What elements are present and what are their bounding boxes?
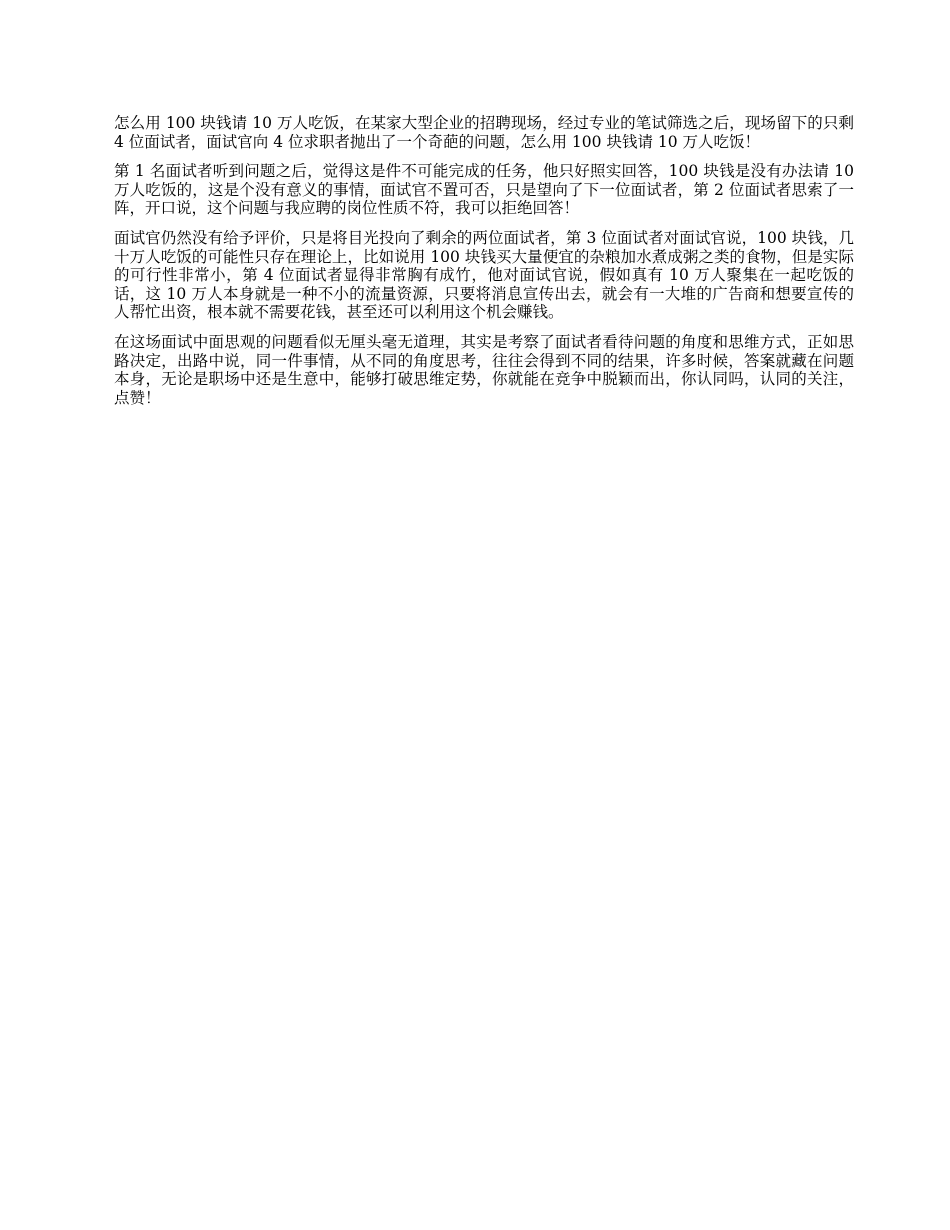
- document-body: [114, 114, 854, 418]
- paragraph-2: 第 1 名面试者听到问题之后，觉得这是件不可能完成的任务，他只好照实回答，100 块钱是没有办法请 10 万人吃饭的，这是个没有意义的事情，面试官不置可否，只是望向了下一位面试者，第 2 位面试者思索了一阵，开口说，这个问题与我应聘的岗位性质不符，我可以拒绝回答！: [114, 162, 854, 218]
- paragraph-4: 在这场面试中面思观的问题看似无厘头毫无道理，其实是考察了面试者看待问题的角度和思维方式，正如思路决定，出路中说，同一件事情，从不同的角度思考，往往会得到不同的结果，许多时候，答案就藏在问题本身，无论是职场中还是生意中，能够打破思维定势，你就能在竞争中脱颖而出，你认同吗，认同的关注，点赞！: [114, 332, 854, 407]
- paragraph-3: 面试官仍然没有给予评价，只是将目光投向了剩余的两位面试者，第 3 位面试者对面试官说，100 块钱，几十万人吃饭的可能性只存在理论上，比如说用 100 块钱买大量便宜的杂粮加水煮成粥之类的食物，但是实际的可行性非常小，第 4 位面试者显得非常胸有成竹，他对面试官说，假如真有 10 万人聚集在一起吃饭的话，这 10 万人本身就是一种不小的流量资源，只要将消息宣传出去，就会有一大堆的广告商和想要宣传的人帮忙出资，根本就不需要花钱，甚至还可以利用这个机会赚钱。: [114, 228, 854, 322]
- paragraph-1: 怎么用 100 块钱请 10 万人吃饭，在某家大型企业的招聘现场，经过专业的笔试筛选之后，现场留下的只剩 4 位面试者，面试官向 4 位求职者抛出了一个奇葩的问题，怎么用 100 块钱请 10 万人吃饭！: [114, 114, 854, 151]
